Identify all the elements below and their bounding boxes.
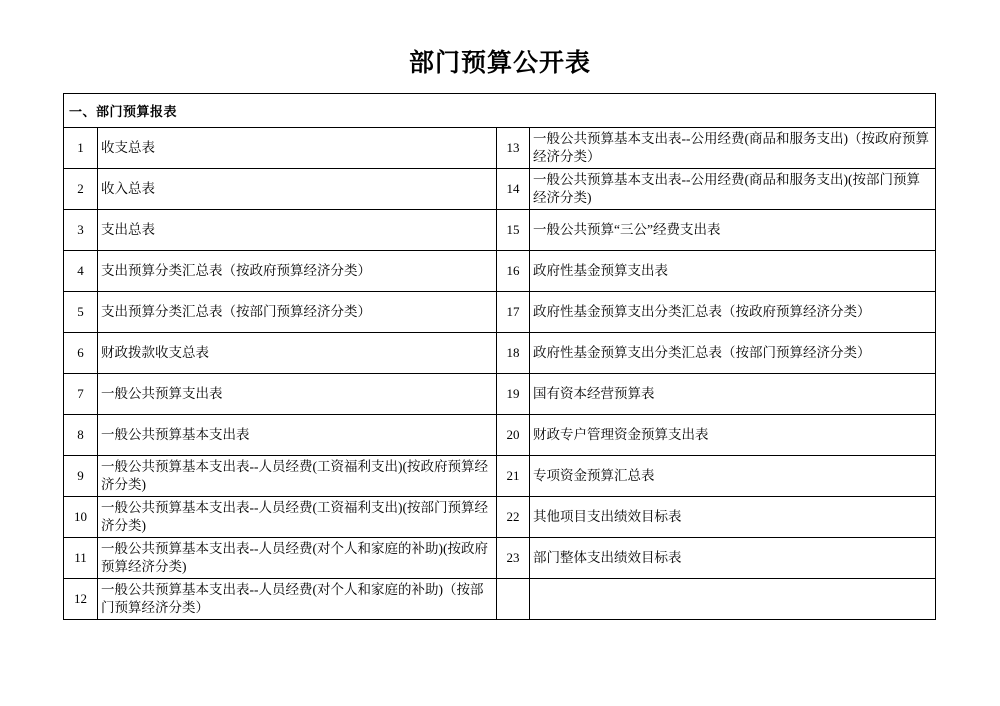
row-number-cell: 15 — [497, 210, 530, 251]
table-row — [64, 169, 936, 210]
table-name-cell: 收入总表 — [98, 169, 497, 210]
row-number-cell: 6 — [64, 333, 98, 374]
page-title: 部门预算公开表 — [408, 50, 591, 77]
budget-table — [63, 93, 936, 620]
table-name-cell: 一般公共预算“三公”经费支出表 — [530, 210, 936, 251]
table-row — [64, 374, 936, 415]
row-number-cell: 1 — [64, 128, 98, 169]
table-name-cell: 一般公共预算基本支出表--人员经费(对个人和家庭的补助)(按政府预算经济分类) — [98, 538, 497, 579]
table-name-cell: 一般公共预算基本支出表--人员经费(工资福利支出)(按政府预算经济分类) — [98, 456, 497, 497]
row-number-cell: 7 — [64, 374, 98, 415]
table-name-cell: 政府性基金预算支出分类汇总表（按政府预算经济分类） — [530, 292, 936, 333]
row-number-cell: 8 — [64, 415, 98, 456]
table-name-cell: 专项资金预算汇总表 — [530, 456, 936, 497]
row-number-cell: 9 — [64, 456, 98, 497]
row-number-cell: 14 — [497, 169, 530, 210]
row-number-cell: 19 — [497, 374, 530, 415]
row-number-cell: 13 — [497, 128, 530, 169]
table-row — [64, 292, 936, 333]
row-number-cell: 12 — [64, 579, 98, 620]
table-row — [64, 210, 936, 251]
table-row — [64, 128, 936, 169]
row-number-cell: 5 — [64, 292, 98, 333]
row-number-cell: 11 — [64, 538, 98, 579]
row-number-cell: 23 — [497, 538, 530, 579]
section-header-cell: 一、部门预算报表 — [64, 94, 936, 128]
table-row — [64, 456, 936, 497]
table-name-cell: 政府性基金预算支出分类汇总表（按部门预算经济分类） — [530, 333, 936, 374]
row-number-cell: 4 — [64, 251, 98, 292]
table-name-cell: 支出预算分类汇总表（按部门预算经济分类） — [98, 292, 497, 333]
row-number-cell: 17 — [497, 292, 530, 333]
row-number-cell: 16 — [497, 251, 530, 292]
row-number-cell: 21 — [497, 456, 530, 497]
table-name-cell: 一般公共预算基本支出表--人员经费(对个人和家庭的补助)（按部门预算经济分类） — [98, 579, 497, 620]
row-number-cell: 18 — [497, 333, 530, 374]
table-row — [64, 538, 936, 579]
table-row — [64, 333, 936, 374]
row-number-cell: 10 — [64, 497, 98, 538]
table-name-cell: 其他项目支出绩效目标表 — [530, 497, 936, 538]
table-name-cell: 支出总表 — [98, 210, 497, 251]
section-header-row — [64, 94, 936, 128]
table-name-cell: 收支总表 — [98, 128, 497, 169]
table-name-cell: 部门整体支出绩效目标表 — [530, 538, 936, 579]
table-row — [64, 251, 936, 292]
table-name-cell: 一般公共预算基本支出表--公用经费(商品和服务支出)(按部门预算经济分类) — [530, 169, 936, 210]
table-name-cell: 支出预算分类汇总表（按政府预算经济分类） — [98, 251, 497, 292]
table-name-cell — [530, 579, 936, 620]
table-name-cell: 国有资本经营预算表 — [530, 374, 936, 415]
table-row — [64, 415, 936, 456]
row-number-cell: 20 — [497, 415, 530, 456]
table-name-cell: 一般公共预算支出表 — [98, 374, 497, 415]
table-row — [64, 497, 936, 538]
row-number-cell: 22 — [497, 497, 530, 538]
table-row — [64, 579, 936, 620]
row-number-cell: 2 — [64, 169, 98, 210]
table-name-cell: 一般公共预算基本支出表 — [98, 415, 497, 456]
table-name-cell: 一般公共预算基本支出表--公用经费(商品和服务支出)（按政府预算经济分类） — [530, 128, 936, 169]
row-number-cell — [497, 579, 530, 620]
table-name-cell: 政府性基金预算支出表 — [530, 251, 936, 292]
table-name-cell: 财政专户管理资金预算支出表 — [530, 415, 936, 456]
table-name-cell: 一般公共预算基本支出表--人员经费(工资福利支出)(按部门预算经济分类) — [98, 497, 497, 538]
row-number-cell: 3 — [64, 210, 98, 251]
table-name-cell: 财政拨款收支总表 — [98, 333, 497, 374]
